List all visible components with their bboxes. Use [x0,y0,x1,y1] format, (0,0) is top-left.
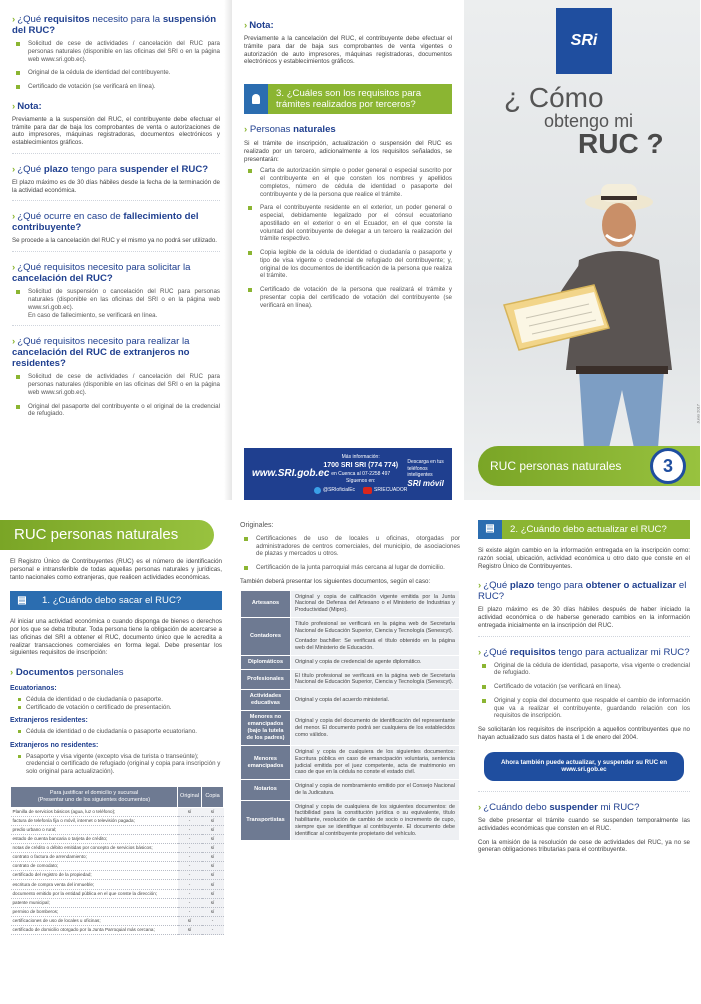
question-update-deadline: › ¿Qué plazo tengo para obtener o actualizar el RUC? [478,580,687,603]
brochure-number: 3 [650,448,686,484]
foreign-cancellation-list [12,373,220,418]
question-cancellation: › ¿Qué requisitos necesito para solicitar la cancelación del RUC? [12,262,191,285]
arrow-icon: › [12,336,16,348]
document-cell: estado de cuenta bancaria o tarjeta de crédito; [11,834,178,843]
arrow-icon: › [478,646,482,658]
table-row [11,834,224,843]
third-party-intro: Si el trámite de inscripción, actualización o suspensión del RUC es realizado por un tercero, adicionalmente a los requisitos señalados, se presentarán: [244,140,452,163]
list-item: Certificación de la junta parroquial más cercana al lugar de domicilio. [240,564,460,572]
list-item: Solicitud de cese de actividades / cancelación del RUC para personas naturales (disponible en las oficinas del SRI o en la página web www.sri.gob.ec). [12,373,220,396]
document-cell: contrato de comodato; [11,862,178,871]
original-cell: sí [178,925,202,934]
separator [12,251,220,252]
document-cell: permiso de bomberos; [11,907,178,916]
table-row [11,880,224,889]
arrow-icon: › [244,20,248,31]
list-item: Cédula de identidad o de ciudadanía o pasaporte. [18,696,222,704]
arrow-icon: › [10,667,14,679]
table-header-original: Original [178,786,202,807]
person-type-cell: Actividades educativas [241,690,291,711]
original-cell: - [178,825,202,834]
original-cell: - [178,834,202,843]
original-cell: - [178,862,202,871]
requirement-cell: Original y copia de nombramiento emitido por el Consejo Nacional de la Judicatura. [291,780,460,801]
step-2-heading: ▤ 2. ¿Cuándo debo actualizar el RUC? [478,520,690,539]
question-when-suspend: › ¿Cuándo debo suspender mi RUC? [478,802,640,814]
separator [12,325,220,326]
domicile-table [10,786,224,935]
death-text: Se procede a la cancelación del RUC y el mismo ya no podrá ser utilizado. [12,237,217,245]
list-item: Para el contribuyente residente en el exterior, un poder general o especial, debidamente legalizado por el cónsul ecuatoriano apostillado en el exterior o en el Ecuador, en el que conste la voluntad del contribuyente de delegar a un tercero la realización del trámite respectivo. [244,204,452,243]
natural-persons-subheading: › Personas naturales [244,124,336,136]
app-promo: Descarga en tus teléfonos inteligentes SRI móvil [407,459,444,488]
requirement-cell: Original y copia de cualquiera de los siguientes documentos: Escritura pública en caso de emancipación voluntaria, sentencia judicial emitida por el juez competente, acta de matrimonio en caso de que en la cédula no conste el estado civil. [291,746,460,780]
suspend-text-2: Con la emisión de la resolución de cese de actividades del RUC, ya no se generan obligaciones tributarias para el contribuyente. [478,838,690,854]
online-notice-banner[interactable]: Ahora también puede actualizar, y suspender su RUC en www.sri.gob.ec [484,752,684,782]
arrow-icon: › [478,802,482,814]
panel-special-cases [232,500,468,1004]
original-cell: - [178,889,202,898]
copy-cell: sí [202,889,224,898]
original-cell: - [178,843,202,852]
table-row [241,617,460,655]
ecuadorians-label: Ecuatorianos: [10,685,57,693]
list-item: Carta de autorización simple o poder general o especial suscrito por el contribuyente en el que consten los nombres y apellidos completos, número de cédula de identidad o pasaporte del contribuyente y de la persona que realice el trámite. [244,167,452,198]
separator [12,153,220,154]
table-row [241,800,460,841]
person-type-cell: Menores emancipados [241,746,291,780]
suspension-requirements-list [12,40,220,91]
twitter-icon [314,487,321,494]
panel-update [468,500,700,1004]
youtube-link[interactable]: SRIECUADOR [363,487,407,494]
list-item: Solicitud de suspensión o cancelación del RUC para personas naturales (disponible en las oficinas del SRI o en la página web www.sri.gob.ec). En caso de fallecimiento, se verificará en línea. [12,288,220,319]
requirement-cell: Título profesional se verificará en la página web de Secretaría Nacional de Educación Superior, Ciencia y Tecnología (Senescyt). Contador bachiller: Se verificará el título obtenido en la página web del Ministerio de Educación. [291,617,460,655]
original-cell: - [178,898,202,907]
requirement-cell: Original y copia del documento de identificación del representante del menor. El documento podrá ser cualquiera de los establecidos como válidos. [291,711,460,746]
document-cell: escritura de compra venta del inmueble; [11,880,178,889]
table-header-copy: Copia [202,786,224,807]
table-header: Para justificar el domicilio y sucursal (Presentar uno de los siguientes documentos) [11,786,178,807]
note-text: Previamente a la suspensión del RUC, el contribuyente debe efectuar el trámite para dar de baja los comprobantes de venta o autorizaciones de auto impresores, máquinas registradoras, documentos electrónicos y establecimientos gráficos. [12,115,220,147]
copy-cell: - [202,925,224,934]
section-title: RUC personas naturales [0,520,214,550]
copy-cell: sí [202,843,224,852]
list-item: Certificado de votación (se verificará en línea). [478,683,690,691]
update-requirements-list [478,662,690,721]
person-icon [244,84,268,114]
residents-label: Extranjeros residentes: [10,717,88,725]
list-item: Certificado de votación de la persona que realizará el trámite y presentar copia del certificado de votación del contribuyente (se verificará en línea). [244,286,452,309]
copy-cell: sí [202,853,224,862]
question-update-requirements: › ¿Qué requisitos tengo para actualizar mi RUC? [478,646,690,658]
contact-footer: www.SRI.gob.ec Más información: 1700 SRI SRI (774 774) en Cuenca al 07-2258 497 Síguenos en: @SRIoficialEc SRIECUADOR Descarga en tus teléfonos inteligentes SRI móvil [244,448,452,500]
original-cell: - [178,880,202,889]
table-caption: También deberá presentar los siguientes documentos, según el caso: [240,577,431,585]
cover-title: ¿ Cómo obtengo mi RUC ? [504,82,664,159]
arrow-icon: › [12,211,16,223]
cover-panel [464,0,700,500]
document-cell: contrato o factura de arrendamiento; [11,853,178,862]
third-party-list [244,167,452,309]
document-cell: certificado del registro de la propiedad; [11,871,178,880]
arrow-icon: › [12,163,16,175]
table-row [11,907,224,916]
copy-cell: sí [202,880,224,889]
table-row [11,916,224,925]
table-row [241,690,460,711]
table-row [11,862,224,871]
note-heading: › Nota: [12,100,42,112]
list-item: Original de la cédula de identidad del contribuyente. [12,69,220,77]
table-row [11,871,224,880]
list-item: Original y copia del documento que respalde el cambio de información que va a realizar el contribuyente, guardando relación con los requisitos de inscripción. [478,697,690,720]
step-1-heading: ▤ 1. ¿Cuándo debo sacar el RUC? [10,591,222,610]
person-type-cell: Profesionales [241,669,291,690]
table-row [11,825,224,834]
person-type-cell: Menores no emancipados (bajo la tutela de los padres) [241,711,291,746]
phone-number: 1700 SRI SRI (774 774) [323,462,399,470]
person-type-cell: Transportistas [241,800,291,841]
document-cell: Planilla de servicios básicos (agua, luz o teléfono); [11,807,178,816]
note-text: Previamente a la cancelación del RUC, el contribuyente debe efectuar el trámite para dar de baja sus comprobantes de venta vigentes o autorización de auto impresores, máquinas registradoras, documentos electrónicos y establecimientos gráficos. [244,35,452,66]
arrow-icon: › [478,580,482,592]
list-item: Certificaciones de uso de locales u oficinas, otorgadas por administradores de centros comerciales, del municipio, de asociaciones de plazas y mercados u otros. [240,535,460,558]
original-cell: - [178,853,202,862]
man-with-folder-illustration [484,180,694,450]
cancellation-list [12,288,220,319]
table-row [11,925,224,934]
non-residents-label: Extranjeros no residentes: [10,741,99,749]
person-type-cell: Notarios [241,780,291,801]
copy-cell: sí [202,898,224,907]
list-item: Copia legible de la cédula de identidad o ciudadanía o pasaporte y tipo de visa vigente o credencial de refugiado del contribuyente; y, original de los documentos de identificación de la persona que realiza el trámite. [244,249,452,280]
table-row [11,807,224,816]
requirement-cell: Original y copia de calificación vigente emitida por la Junta Nacional de Defensa del Artesano o el Ministerio de Industrias y Productividad (Mipro). [291,590,460,617]
document-cell: certificado de domicilio otorgado por la Junta Parroquial más cercana; [11,925,178,934]
question-suspension-deadline: › ¿Qué plazo tengo para suspender el RUC? [12,163,209,175]
copy-cell: sí [202,807,224,816]
copy-cell: sí [202,834,224,843]
list-item: Cédula de identidad o de ciudadanía o pasaporte ecuatoriano. [18,728,222,736]
list-item: Original del pasaporte del contribuyente o el original de la credencial de refugiado. [12,403,220,419]
question-foreign-cancellation: › ¿Qué requisitos necesito para realizar la cancelación del RUC de extranjeros no residentes? [12,336,190,370]
list-item: Certificado de votación (se verificará en línea). [12,83,220,91]
requirement-cell: El título profesional se verificará en la página web de Secretaría Nacional de Educación Superior, Ciencia y Tecnología (Senescyt). [291,669,460,690]
copy-cell: sí [202,862,224,871]
table-row [11,898,224,907]
copy-cell: - [202,916,224,925]
youtube-icon [363,487,372,494]
table-row [11,889,224,898]
form-icon: ▤ [10,591,34,610]
question-death: › ¿Qué ocurre en caso de fallecimiento del contribuyente? [12,211,199,234]
arrow-icon: › [12,14,16,25]
requirement-cell: Original y copia de cualquiera de los siguientes documentos: de factibilidad para la constitución jurídica o su equivalente, título habilitante, resolución de cambio de socio o incremento de cupo, siempre que se identifique al contribuyente. El documento debe identificar al contribuyente propietario del vehículo. [291,800,460,841]
document-cell: certificaciones de uso de locales u oficinas; [11,916,178,925]
person-type-cell: Artesanos [241,590,291,617]
step-2-text: Si existe algún cambio en la información entregada en la inscripción como: razón social, ubicación, actividad económica u otro dato que conste en el Registro Único de Contribuyentes. [478,547,690,570]
document-cell: factura de telefonía fija o móvil, internet o televisión pagada; [11,816,178,825]
step-3-heading: 3. ¿Cuáles son los requisitos para trámites realizados por terceros? [244,84,452,114]
original-cell: sí [178,916,202,925]
sri-logo: SRi [556,8,612,74]
question-suspension-requirements: › ¿Qué requisitos necesito para la suspensión del RUC? [12,14,217,37]
original-cell: - [178,907,202,916]
table-row [11,853,224,862]
step-1-text: Al iniciar una actividad económica o cuando disponga de bienes o derechos por los que se deba tributar. Toda persona tiene la obligación de acercarse a las oficinas del SRI a obtener el RUC, documento único que le acredita a realizar transacciones comerciales en forma legal. Debe presentar los siguientes requisitos de inscripción: [10,618,222,657]
deadline-text: El plazo máximo es de 30 días hábiles desde la fecha de la terminación de la actividad económica. [12,178,220,194]
arrow-icon: › [12,100,16,112]
update-deadline-text: El plazo máximo es de 30 días hábiles después de haber iniciado la actividad económica o de haberse generado cambios en la información entregada inicialmente en la inscripción del RUC. [478,606,690,629]
twitter-link[interactable]: @SRIoficialEc [314,487,355,494]
original-cell: - [178,816,202,825]
separator [12,200,220,201]
list-item: Original de la cédula de identidad, pasaporte, visa vigente o credencial de refugiado. [478,662,690,678]
suspend-text-1: Se debe presentar el trámite cuando se suspenden temporalmente las actividades económicas que consten en el RUC. [478,817,690,832]
note-heading: › Nota: [244,20,274,31]
table-row [241,746,460,780]
sri-movil-logo: SRI móvil [407,478,444,488]
copy-cell: sí [202,825,224,834]
document-cell: notas de crédito o débito emitidas por concepto de servicios básicos; [11,843,178,852]
update-note: Se solicitarán los requisitos de inscripción a aquellos contribuyentes que no hayan actualizado sus datos hasta el 1 de enero del 2004. [478,726,690,741]
document-cell: patente municipal; [11,898,178,907]
requirement-cell: Original y copia del acuerdo ministerial. [291,690,460,711]
arrow-icon: › [244,124,248,136]
edition-date: Junio 2017 [696,404,701,424]
separator [478,636,690,637]
table-row [241,780,460,801]
table-row [11,843,224,852]
ruc-intro: El Registro Único de Contribuyentes (RUC) es el número de identificación personal e intransferible de todas aquellas personas naturales y jurídicas, tanto nacionales como extranjeras, que realicen actividades económicas. [10,558,222,581]
table-row [241,590,460,617]
copy-cell: sí [202,907,224,916]
requirement-cell: Original y copia de credencial de agente diplomático. [291,655,460,669]
list-item: Solicitud de cese de actividades / cancelación del RUC para personas naturales (disponible en las oficinas del SRI o en la página web www.sri.gob.ec). [12,40,220,63]
originals-label: Originales: [240,522,274,529]
document-cell: predio urbano o rural; [11,825,178,834]
table-row [11,816,224,825]
panel-registration [0,500,232,1004]
form-icon: ▤ [478,520,502,539]
website-link[interactable]: www.SRI.gob.ec [252,467,330,479]
list-item: Certificado de votación o certificado de presentación. [18,704,222,712]
arrow-icon: › [12,262,16,274]
panel-third-parties [232,0,464,500]
table-row [241,669,460,690]
cover-banner: RUC personas naturales 3 [478,446,700,486]
copy-cell: sí [202,871,224,880]
document-cell: documento emitido por la entidad pública en el que conste la dirección; [11,889,178,898]
separator [478,791,690,792]
special-cases-table [240,590,460,842]
list-item: Pasaporte y visa vigente (excepto visa de turista o transeúnte); credencial o certificado de refugiado (original y copia para inscripción y solo original para actualización). [18,753,222,776]
panel-suspension [0,0,232,500]
original-cell: - [178,871,202,880]
table-row [241,711,460,746]
original-cell: sí [178,807,202,816]
personal-documents-subheading: › Documentos personales [10,667,124,679]
copy-cell: sí [202,816,224,825]
table-row [241,655,460,669]
person-type-cell: Contadores [241,617,291,655]
person-type-cell: Diplomáticos [241,655,291,669]
